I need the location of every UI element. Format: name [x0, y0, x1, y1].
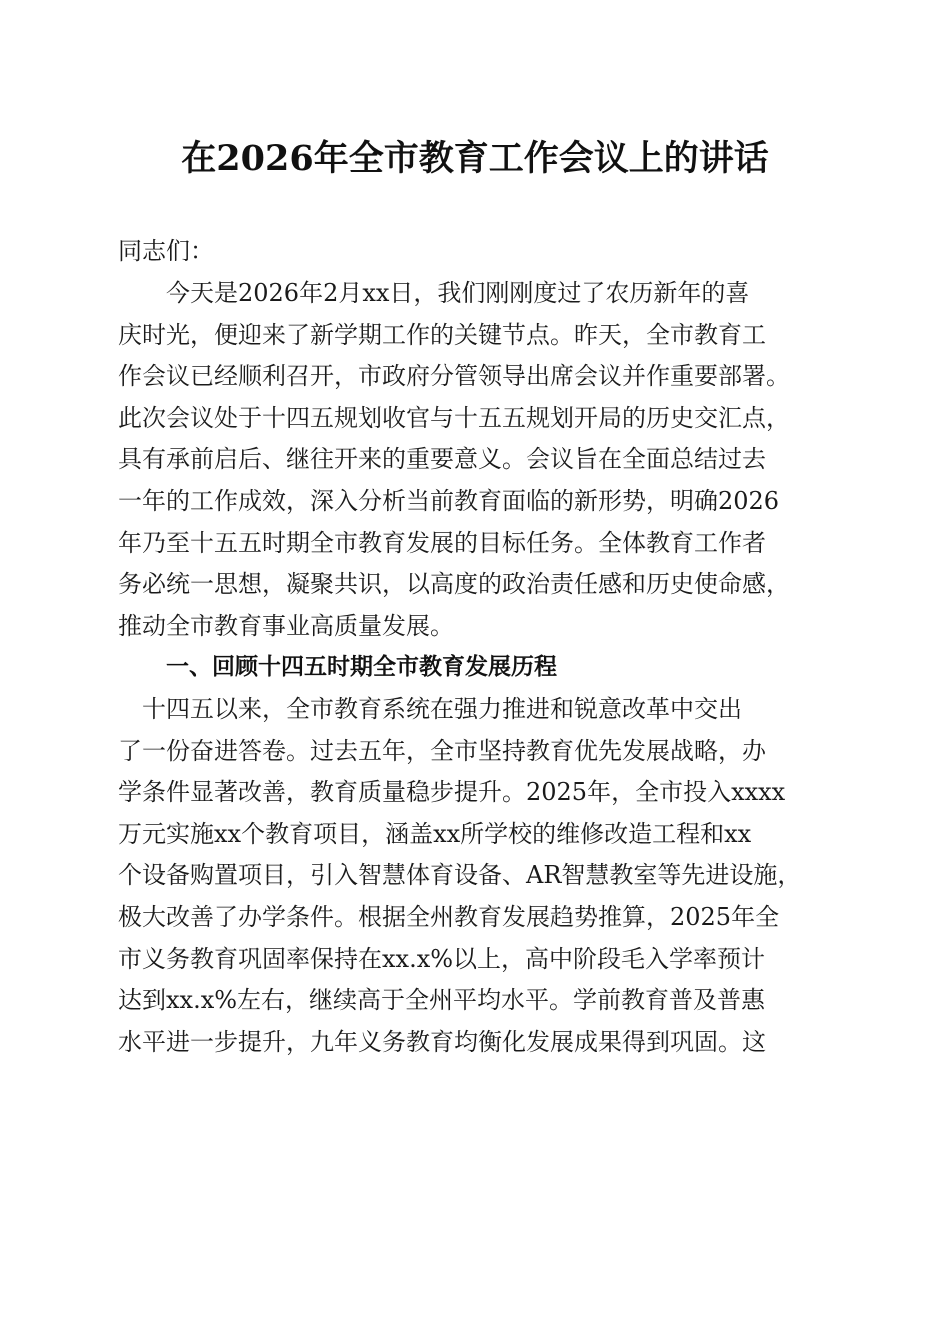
paragraph-line: 个设备购置项目，引入智慧体育设备、AR智慧教室等先进设施， [118, 861, 802, 890]
document-title: 在2026年全市教育工作会议上的讲话 [181, 138, 769, 179]
salutation: 同志们： [118, 237, 214, 265]
paragraph-line: 务必统一思想，凝聚共识，以高度的政治责任感和历史使命感， [118, 570, 790, 599]
paragraph-line: 市义务教育巩固率保持在xx.x%以上，高中阶段毛入学率预计 [118, 944, 766, 973]
paragraph-line: 极大改善了办学条件。根据全州教育发展趋势推算，2025年全 [118, 902, 780, 931]
paragraph-line: 庆时光，便迎来了新学期工作的关键节点。昨天，全市教育工 [118, 320, 766, 349]
section-heading: 一、回顾十四五时期全市教育发展历程 [166, 654, 557, 681]
paragraph-line: 一年的工作成效，深入分析当前教育面临的新形势，明确2026 [118, 486, 780, 515]
paragraph-line: 此次会议处于十四五规划收官与十五五规划开局的历史交汇点， [118, 403, 790, 432]
paragraph-line: 水平进一步提升，九年义务教育均衡化发展成果得到巩固。这 [118, 1027, 766, 1056]
document-body [118, 273, 838, 1063]
paragraph-line: 十四五以来，全市教育系统在强力推进和锐意改革中交出 [142, 694, 742, 723]
paragraph-line: 具有承前启后、继往开来的重要意义。会议旨在全面总结过去 [118, 445, 766, 474]
intro-paragraph [118, 273, 838, 647]
section-paragraph [118, 689, 838, 1063]
paragraph-line: 学条件显著改善，教育质量稳步提升。2025年，全市投入xxxx [118, 778, 786, 807]
paragraph-line: 了一份奋进答卷。过去五年，全市坚持教育优先发展战略，办 [118, 736, 766, 765]
paragraph-line: 今天是2026年2月xx日，我们刚刚度过了农历新年的喜 [166, 279, 750, 307]
paragraph-line: 年乃至十五五时期全市教育发展的目标任务。全体教育工作者 [118, 528, 766, 557]
paragraph-line: 作会议已经顺利召开，市政府分管领导出席会议并作重要部署。 [118, 362, 790, 391]
paragraph-line: 达到xx.x%左右，继续高于全州平均水平。学前教育普及普惠 [118, 986, 766, 1015]
paragraph-line: 推动全市教育事业高质量发展。 [118, 611, 454, 640]
paragraph-line: 万元实施xx个教育项目，涵盖xx所学校的维修改造工程和xx [118, 819, 752, 848]
